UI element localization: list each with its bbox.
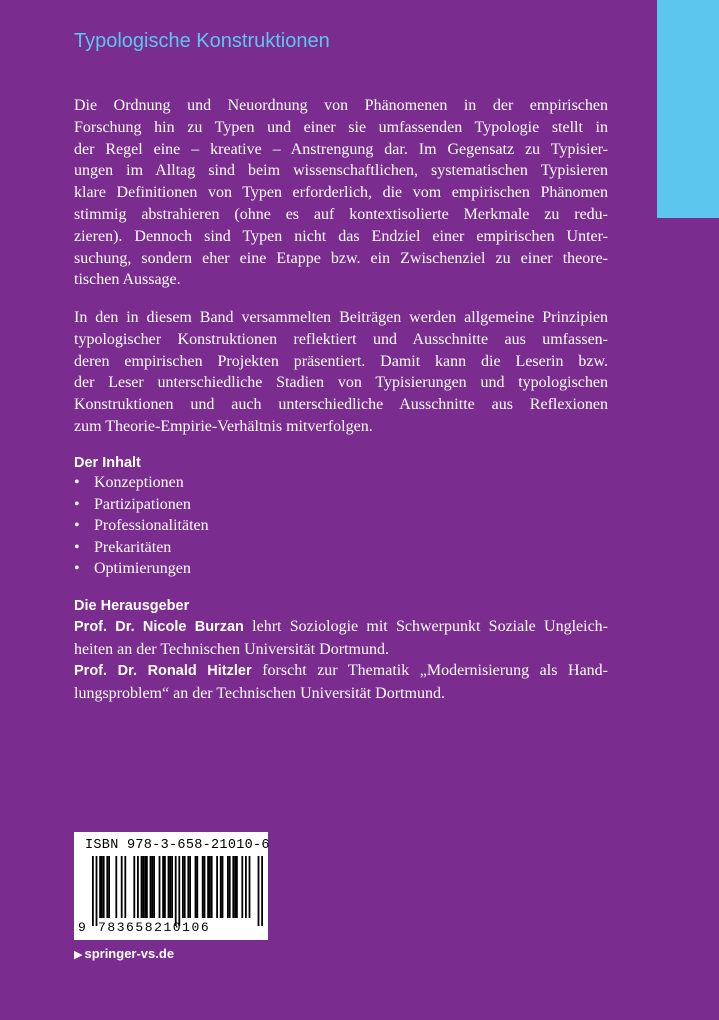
paragraph-line: Konstruktionen und auch unterschiedliche Ausschnitte aus Reflexionen (74, 396, 608, 414)
list-item (74, 537, 209, 559)
barcode-bar (209, 856, 211, 918)
barcode-bar (227, 856, 229, 918)
list-item-label: Professionalitäten (94, 517, 209, 535)
barcode-bar (108, 856, 110, 918)
contents-list (74, 472, 209, 580)
editor-bio: forscht zur Thematik „Modernisierung als Hand- (262, 662, 608, 680)
description-paragraph-2 (74, 307, 608, 438)
barcode-bar (189, 856, 191, 918)
editor-name: Prof. Dr. Ronald Hitzler (74, 663, 252, 680)
barcode-bar (222, 856, 224, 918)
barcode-bar (169, 856, 171, 918)
barcode-bar (245, 856, 247, 918)
barcode-bar (101, 856, 103, 918)
barcode-bar (133, 856, 135, 918)
barcode-bar (220, 856, 222, 918)
barcode-bar (234, 856, 236, 918)
barcode-bar (232, 856, 234, 918)
barcode-bar (261, 856, 263, 926)
barcode-bar (171, 856, 173, 918)
barcode-bar (92, 856, 94, 926)
paragraph-line: Forschung hin zu Typen und einer sie umfassenden Typologie stellt in (74, 118, 608, 136)
barcode-bar (153, 856, 155, 918)
barcode-bar (196, 856, 198, 918)
barcode-bar (184, 856, 186, 918)
color-tab (657, 0, 719, 218)
contents-heading: Der Inhalt (74, 455, 141, 471)
barcode-bar (144, 856, 146, 918)
barcode-bar (150, 856, 152, 918)
barcode-bar (137, 856, 139, 918)
paragraph-line: typologischer Konstruktionen reflektiert und Ausschnitte aus umfassen- (74, 330, 608, 348)
bullet-icon: • (74, 538, 80, 556)
barcode-bar (103, 856, 105, 918)
editor-bio: lehrt Soziologie mit Schwerpunkt Soziale Ungleich- (252, 618, 609, 635)
paragraph-line: der Leser unterschiedliche Stadien von Typisierungen und typologischen (74, 374, 608, 392)
bullet-icon: • (74, 517, 80, 535)
barcode-bar (99, 856, 101, 918)
barcode-bar (164, 856, 166, 918)
barcode-bar (207, 856, 209, 918)
paragraph-line: suchung, sondern eher eine Etappe bzw. ein Zwischenziel zu einer theore- (74, 249, 608, 267)
barcode-bar (204, 856, 206, 918)
barcode-bar (115, 856, 117, 918)
barcode-first-digit: 9 (78, 920, 86, 935)
website-label: springer-vs.de (84, 946, 175, 961)
paragraph-line: Die Ordnung und Neuordnung von Phänomenen in der empirischen (74, 97, 608, 114)
editors-heading: Die Herausgeber (74, 598, 190, 614)
list-item (74, 494, 209, 516)
list-item (74, 515, 209, 537)
barcode-bar (159, 856, 161, 918)
editor-line (74, 616, 608, 639)
barcode-bar (168, 856, 170, 918)
barcode-bar (175, 856, 177, 926)
barcode-bar (141, 856, 143, 918)
barcode-digits: 783658210106 (98, 920, 211, 935)
barcode-bar (249, 856, 251, 918)
list-item-label: Konzeptionen (94, 474, 184, 491)
barcode-bar (106, 856, 108, 918)
list-item-label: Prekaritäten (94, 538, 172, 556)
editor-line: heiten an der Technischen Universität Dortmund. (74, 640, 389, 658)
barcode-bar (202, 856, 204, 918)
editor-name: Prof. Dr. Nicole Burzan (74, 619, 244, 635)
barcode-bar (258, 856, 260, 926)
barcode-bar (121, 856, 123, 918)
paragraph-line: stimmig abstrahieren (ohne es auf kontextisolierte Merkmale zu redu- (74, 205, 608, 223)
editors-section (74, 616, 608, 705)
barcode-bar (182, 856, 184, 918)
list-item-label: Partizipationen (94, 495, 191, 513)
bullet-icon: • (74, 474, 80, 491)
list-item-label: Optimierungen (94, 560, 191, 578)
barcode-bar (96, 856, 98, 926)
paragraph-line: ungen im Alltag sind beim wissenschaftlichen, systematischen Typisieren (74, 162, 608, 180)
barcode-bar (146, 856, 148, 918)
barcode (74, 832, 268, 940)
description-paragraph-1 (74, 95, 608, 291)
barcode-bar (195, 856, 197, 918)
barcode-bar (187, 856, 189, 918)
barcode-bar (142, 856, 144, 918)
barcode-bar (162, 856, 164, 918)
paragraph-line: tischen Aussage. (74, 271, 181, 289)
isbn-label: ISBN 978-3-658-21010-6 (85, 838, 270, 853)
editor-line (74, 660, 608, 683)
barcode-bar (211, 856, 213, 918)
paragraph-line: zum Theorie-Empirie-Verhältnis mitverfolgen. (74, 417, 373, 435)
bullet-icon: • (74, 560, 80, 578)
paragraph-line: zieren). Dennoch sind Typen nicht das Endziel einer empirischen Unter- (74, 227, 608, 245)
list-item (74, 558, 209, 580)
barcode-bar (124, 856, 126, 918)
book-title: Typologische Konstruktionen (74, 30, 330, 52)
barcode-bar (178, 856, 180, 926)
barcode-bar (229, 856, 231, 918)
barcode-bar (241, 856, 243, 918)
bullet-icon: • (74, 495, 80, 513)
website-link[interactable] (74, 946, 174, 961)
editor-line: lungsproblem“ an der Technischen Universität Dortmund. (74, 685, 445, 703)
barcode-bar (236, 856, 238, 918)
paragraph-line: klare Definitionen von Typen erforderlich, die vom empirischen Phänomen (74, 184, 608, 202)
list-item (74, 472, 209, 494)
paragraph-line: der Regel eine – kreative – Anstrengung dar. Im Gegensatz zu Typisier- (74, 140, 608, 158)
arrow-icon: ▶ (74, 949, 83, 961)
barcode-bar (216, 856, 218, 918)
paragraph-line: deren empirischen Projekten präsentiert. Damit kann die Leserin bzw. (74, 352, 608, 370)
barcode-bar (151, 856, 153, 918)
paragraph-line: In den in diesem Band versammelten Beiträgen werden allgemeine Prinzipien (74, 309, 608, 326)
